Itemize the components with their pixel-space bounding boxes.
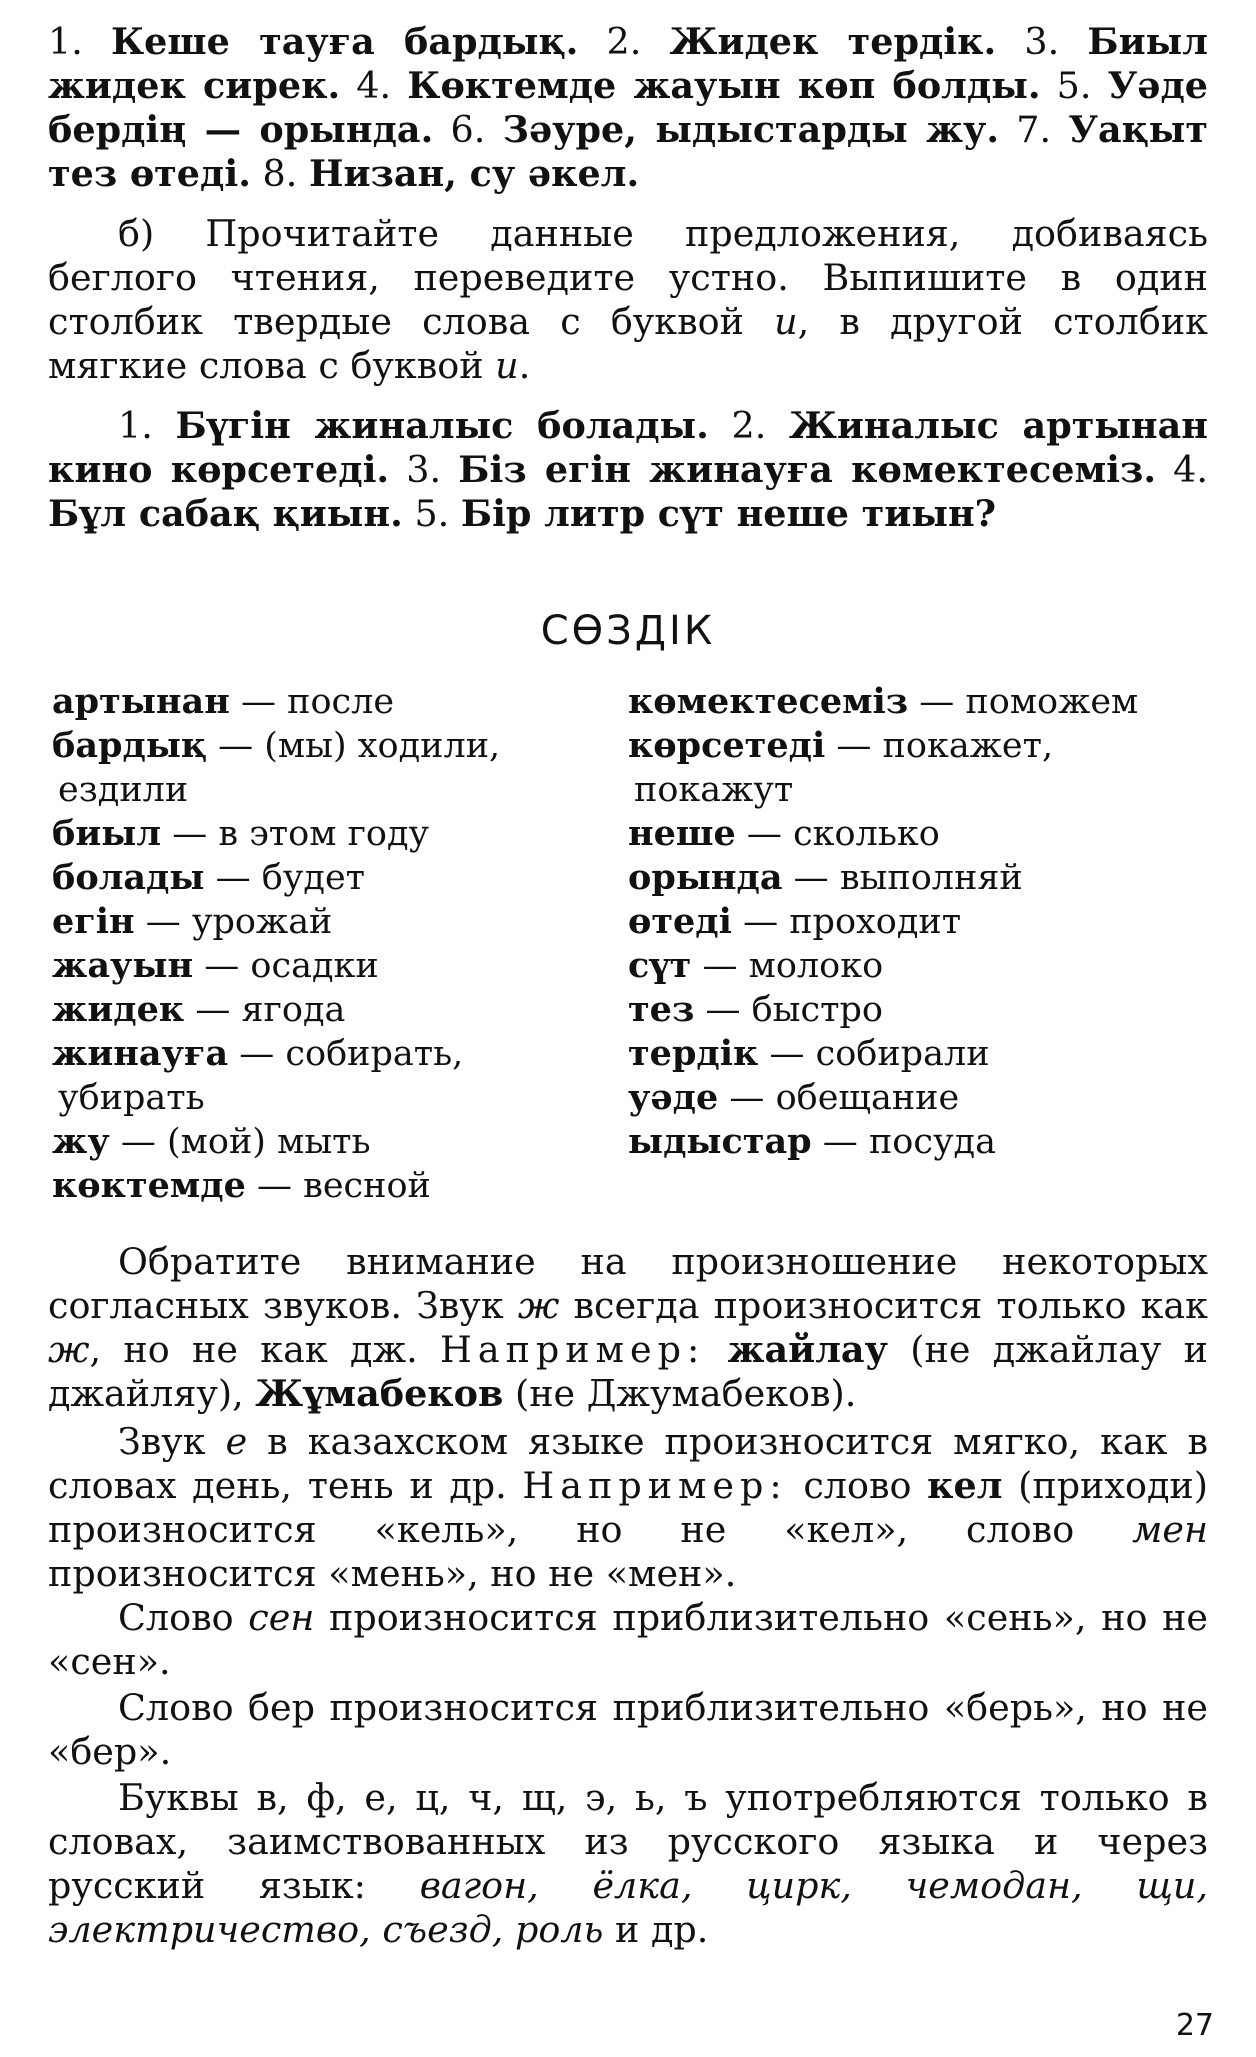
sentence-number: 5.: [414, 492, 450, 535]
sentence-number: 4.: [356, 64, 392, 107]
note-paragraph-zh: Обратите внимание на произношение некоторых согласных звуков. Звук ж всегда произносится только как ж, но не как дж. Например: жайлау (не джайлау и джайляу), Жұмабеков (не Джумабеков).: [48, 1240, 1208, 1415]
vocabulary-title: СӨЗДІК: [540, 608, 716, 654]
vocab-entry: көктемде — весной: [52, 1165, 431, 1206]
sentence-number: 8.: [262, 152, 298, 195]
note-paragraph-e: Звук е в казахском языке произносится мягко, как в словах день, тень и др. Например: слово кел (приходи) произносится «кель», но не «кел», слово мен произносится «мень», но не «мен».: [48, 1420, 1208, 1595]
sentence-number: 7.: [1016, 108, 1052, 151]
vocab-entry: жу — (мой) мыть: [52, 1121, 371, 1162]
vocab-entry: орында — выполняй: [628, 857, 1023, 898]
note-paragraph-sen: Слово сен произносится приблизительно «сень», но не «сен».: [48, 1596, 1209, 1683]
vocabulary-left-column: [52, 680, 612, 1208]
sentence-number: 2.: [731, 404, 767, 447]
vocab-entry: өтеді — проходит: [628, 901, 962, 942]
sentence-number: 2.: [606, 20, 642, 63]
vocab-entry-continuation: ездили: [58, 770, 189, 810]
sentence: Бұл сабақ қиын.: [48, 492, 403, 535]
sentence-number: 5.: [1056, 64, 1092, 107]
instruction-b: б) Прочитайте данные предложения, добиваясь беглого чтения, переведите устно. Выпишите в один столбик твердые слова с буквой и, в другой столбик мягкие слова с буквой и.: [48, 212, 1208, 387]
note-paragraph-ber: Слово бер произносится приблизительно «берь», но не «бер».: [48, 1686, 1208, 1773]
vocab-entry: жидек — ягода: [52, 989, 346, 1030]
vocab-entry: сүт — молоко: [628, 945, 884, 986]
sentence: Низан, су әкел.: [308, 152, 640, 195]
sentence: Жиналыс артынан кино көрсетеді.: [48, 404, 1209, 491]
vocab-entry: ыдыстар — посуда: [628, 1121, 996, 1162]
sentence: Бір литр сүт неше тиын?: [460, 492, 997, 535]
vocab-entry: биыл — в этом году: [52, 813, 430, 854]
sentence: Бүгін жиналыс болады.: [175, 404, 709, 447]
vocab-entry-continuation: покажут: [634, 770, 794, 810]
sentence-number: 4.: [1173, 448, 1208, 491]
vocab-entry-continuation: убирать: [58, 1078, 205, 1118]
vocab-entry: бардық — (мы) ходили,: [52, 725, 501, 766]
sentence: Биыл жидек сирек.: [48, 20, 1208, 107]
vocab-entry: уәде — обещание: [628, 1077, 960, 1118]
vocab-entry: көмектесеміз — поможем: [628, 681, 1139, 722]
sentence: Уақыт тез өтеді.: [48, 108, 1209, 195]
sentence-number: 1.: [48, 20, 83, 63]
sentence: Көктемде жауын көп болды.: [407, 64, 1041, 107]
vocab-entry: болады — будет: [52, 857, 366, 898]
exercise-a-sentences: [48, 20, 1208, 196]
sentence-number: 3.: [406, 448, 442, 491]
sentence: Жидек тердік.: [669, 20, 997, 63]
exercise-b-sentences: [48, 404, 1208, 536]
vocab-entry: егін — урожай: [52, 901, 333, 942]
sentence: Кеше тауға бардық.: [110, 20, 579, 63]
sentence-number: 3.: [1024, 20, 1060, 63]
vocab-entry: жауын — осадки: [52, 945, 379, 986]
vocab-entry: тез — быстро: [628, 989, 883, 1030]
vocab-entry: тердік — собирали: [628, 1033, 990, 1074]
vocab-entry: артынан — после: [52, 681, 395, 722]
sentence: Зәуре, ыдыстарды жу.: [502, 108, 1000, 151]
vocab-entry: көрсетеді — покажет,: [628, 725, 1054, 766]
vocab-entry: жинауға — собирать,: [52, 1033, 464, 1074]
page-number: 27: [1175, 2008, 1214, 2043]
vocab-entry: неше — сколько: [628, 813, 940, 854]
note-paragraph-letters: Буквы в, ф, е, ц, ч, щ, э, ь, ъ употребляются только в словах, заимствованных из русского языка и через русский язык: вагон, ёлка, цирк, чемодан, щи, электричество, съезд, роль и др.: [48, 1776, 1208, 1951]
sentence: Біз егін жинауға көмектесеміз.: [458, 448, 1157, 491]
vocabulary-right-column: [628, 680, 1188, 1164]
sentence-number: 1.: [118, 404, 153, 447]
sentence: Уәде бердің — орында.: [48, 64, 1209, 151]
sentence-number: 6.: [450, 108, 486, 151]
